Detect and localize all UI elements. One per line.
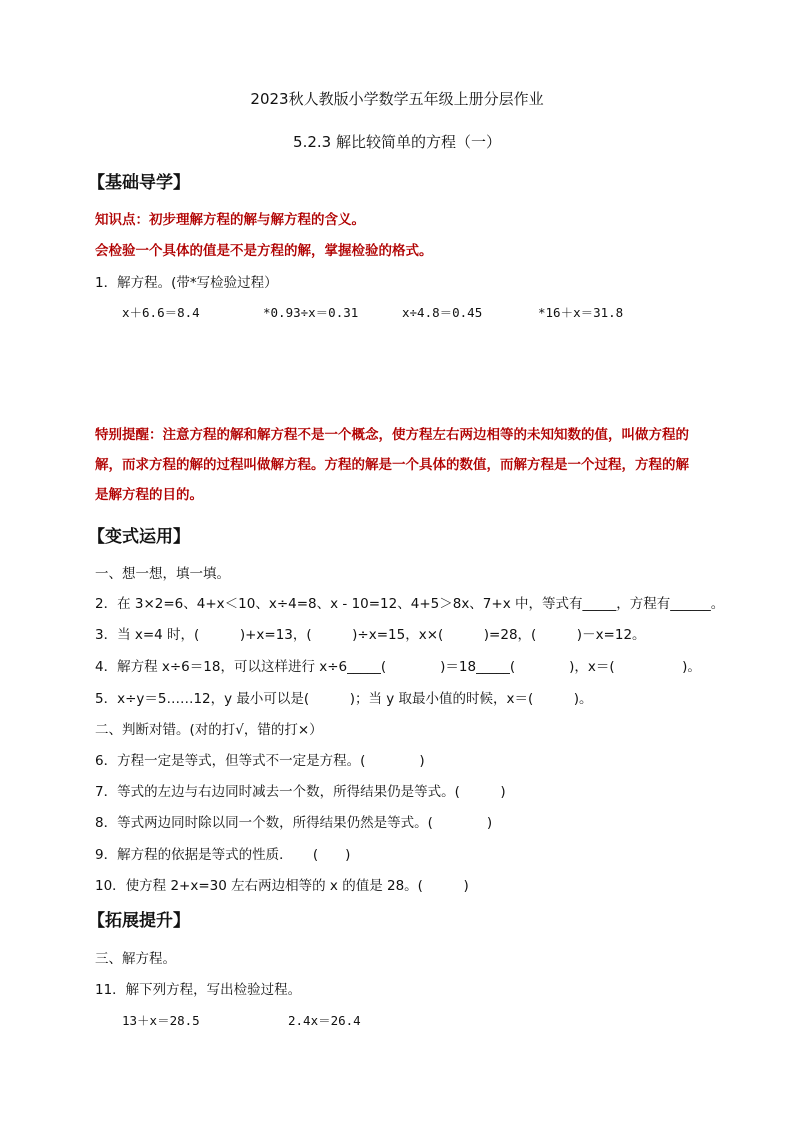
question-7: 7．等式的左边与右边同时减去一个数，所得结果仍是等式。( ) [95, 784, 506, 800]
part-2-heading: 二、判断对错。(对的打√，错的打×） [95, 722, 323, 738]
knowledge-point-line2: 会检验一个具体的值是不是方程的解，掌握检验的格式。 [95, 243, 433, 259]
equation-1b: *0.93÷x＝0.31 [263, 305, 359, 320]
question-2: 2．在 3×2=6、4+x＜10、x÷4=8、x - 10=12、4+5＞8x、7+x 中，等式有_____，方程有______。 [95, 596, 725, 612]
equation-1a: x＋6.6＝8.4 [122, 305, 200, 320]
question-11: 11．解下列方程，写出检验过程。 [95, 982, 302, 998]
equation-1c: x÷4.8＝0.45 [402, 305, 483, 320]
question-5: 5．x÷y＝5……12，y 最小可以是( )；当 y 取最小值的时候，x＝( )。 [95, 691, 593, 707]
equation-11a: 13＋x＝28.5 [122, 1013, 200, 1028]
question-9: 9．解方程的依据是等式的性质． ( ) [95, 847, 351, 863]
part-1-heading: 一、想一想，填一填。 [95, 566, 230, 582]
equation-11b: 2.4x＝26.4 [288, 1013, 361, 1028]
question-10: 10．使方程 2+x=30 左右两边相等的 x 的值是 28。( ) [95, 878, 469, 894]
question-8: 8．等式两边同时除以同一个数，所得结果仍然是等式。( ) [95, 815, 493, 831]
question-6: 6．方程一定是等式，但等式不一定是方程。( ) [95, 753, 425, 769]
question-3: 3．当 x=4 时，( )+x=13，( )÷x=15，x×( )=28，( )－x=12。 [95, 627, 646, 643]
special-reminder: 特别提醒：注意方程的解和解方程不是一个概念，使方程左右两边相等的未知知数的值，叫做方程的解，而求方程的解的过程叫做解方程。方程的解是一个具体的数值，而解方程是一个过程，方程的解是解方程的目的。 [95, 427, 689, 503]
equation-1d: *16＋x＝31.8 [538, 305, 624, 320]
section-heading-practice: 【变式运用】 [88, 527, 190, 547]
page-subtitle: 5.2.3 解比较简单的方程（一） [293, 133, 501, 151]
knowledge-point-line1: 知识点：初步理解方程的解与解方程的含义。 [95, 212, 365, 228]
part-3-heading: 三、解方程。 [95, 951, 176, 967]
question-1-prompt: 1．解方程。(带*写检验过程） [95, 275, 278, 291]
page-title: 2023秋人教版小学数学五年级上册分层作业 [250, 90, 544, 108]
section-heading-extension: 【拓展提升】 [88, 911, 190, 931]
section-heading-basics: 【基础导学】 [88, 173, 190, 193]
question-4: 4．解方程 x÷6＝18，可以这样进行 x÷6_____( )＝18_____( )，x＝( )。 [95, 659, 701, 675]
